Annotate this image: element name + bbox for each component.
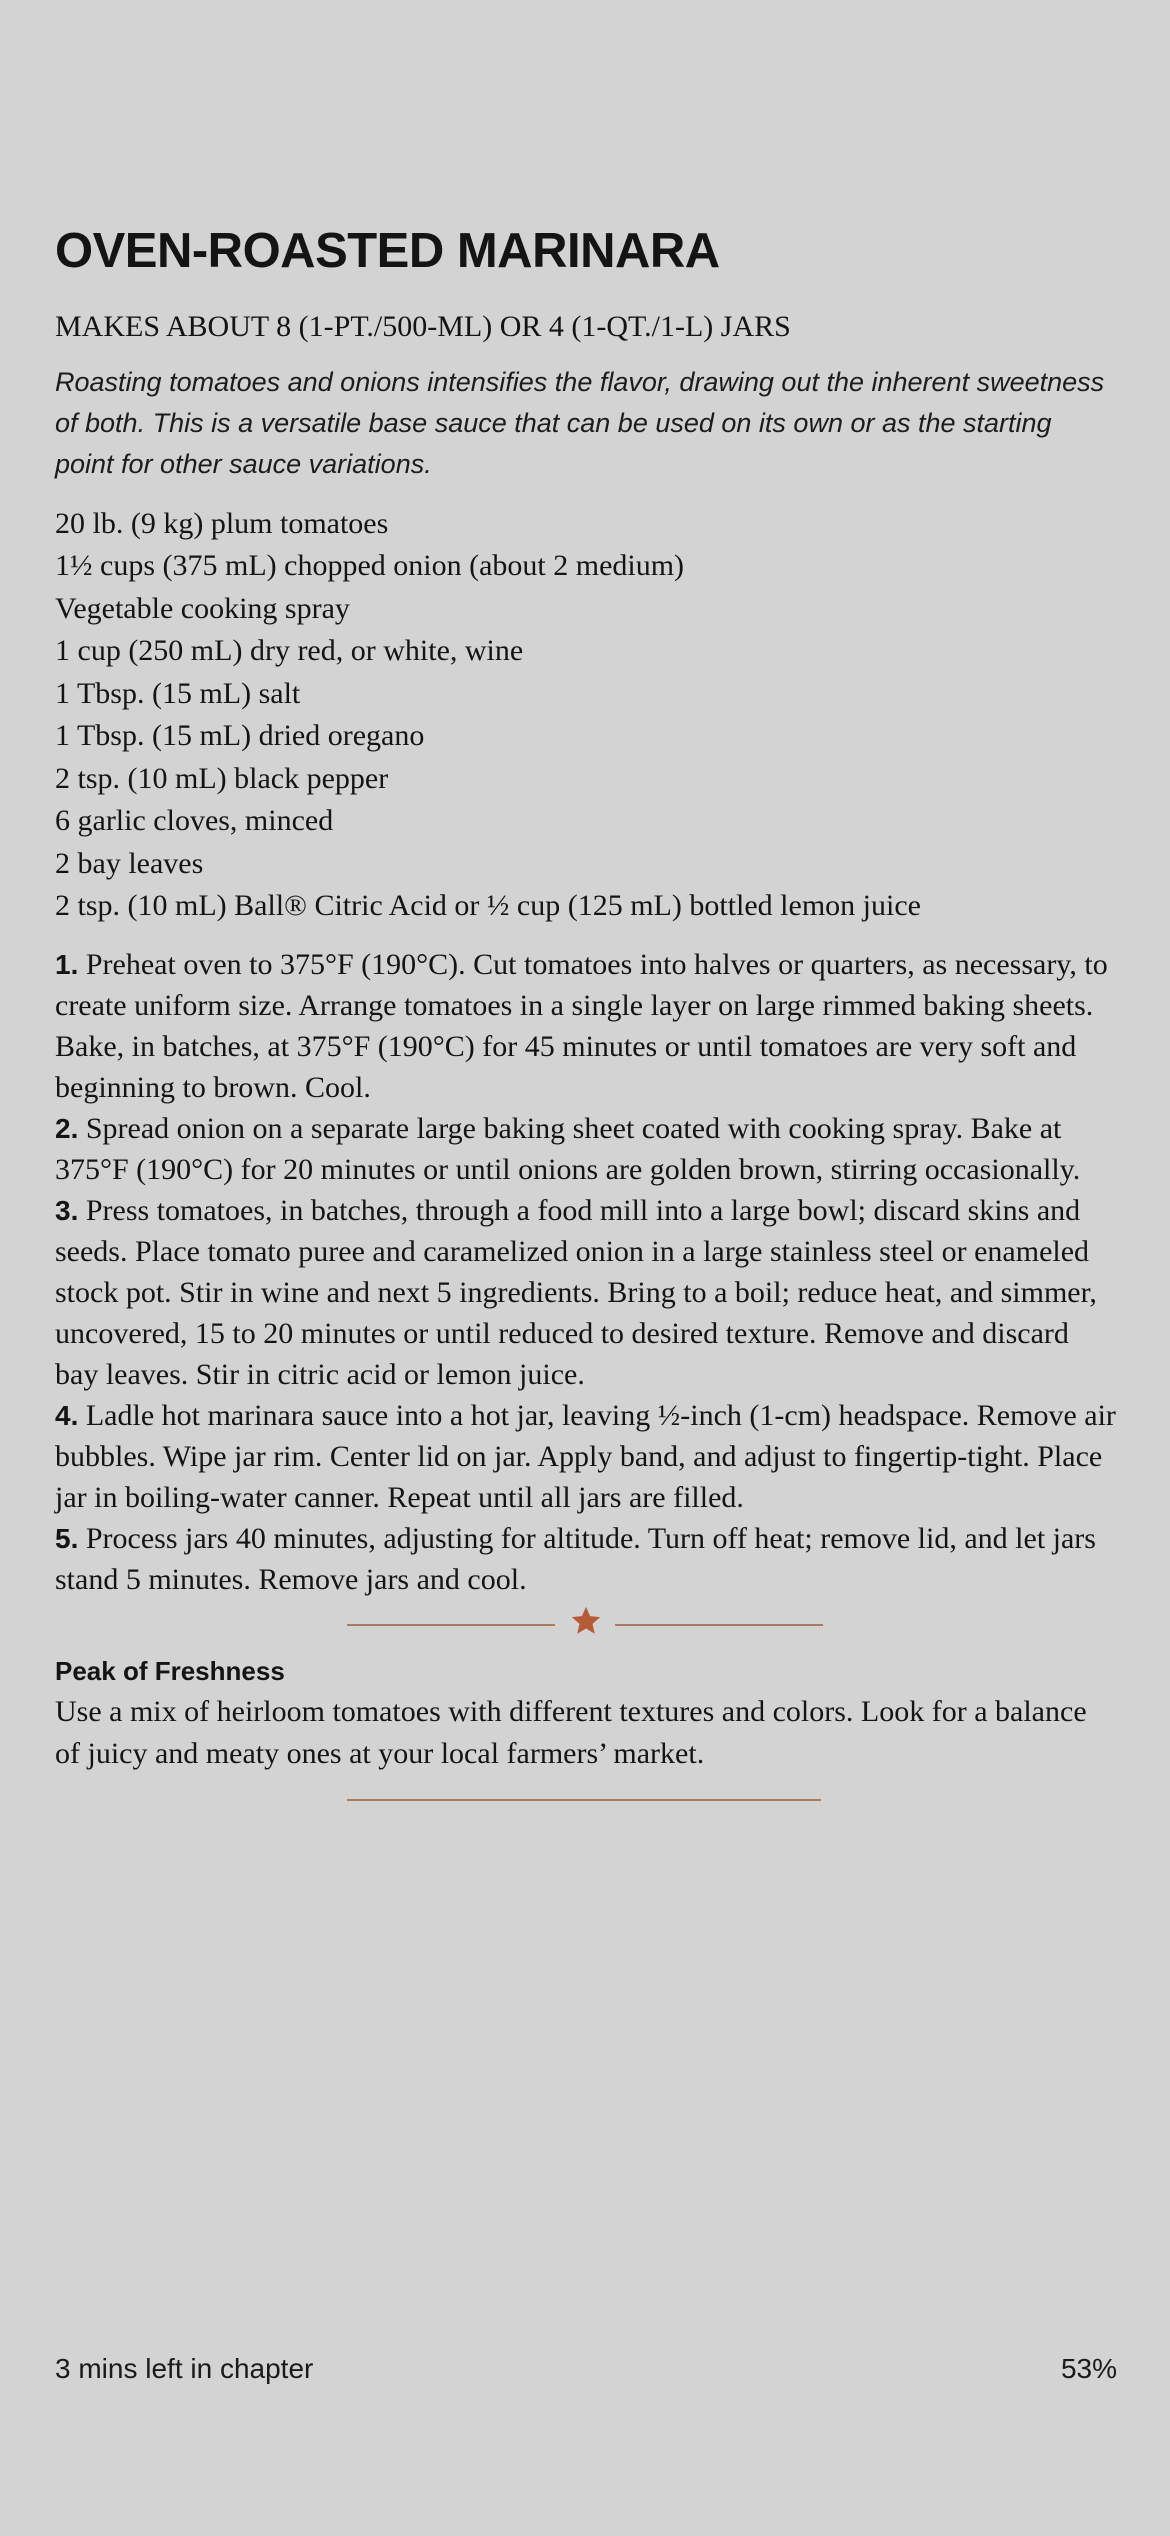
- ingredient-item: 20 lb. (9 kg) plum tomatoes: [55, 506, 389, 540]
- reader-footer: [55, 2353, 1117, 2385]
- book-page[interactable]: [55, 222, 1117, 1801]
- ingredient-item: 2 tsp. (10 mL) Ball® Citric Acid or ½ cup (125 mL) bottled lemon juice: [55, 889, 921, 923]
- step-text: Spread onion on a separate large baking sheet coated with cooking spray. Bake at 375°F (190°C) for 20 minutes or until onions are golden brown, stirring occasionally.: [55, 1111, 1081, 1186]
- ingredient-item: Vegetable cooking spray: [55, 591, 350, 625]
- step-text: Preheat oven to 375°F (190°C). Cut tomatoes into halves or quarters, as necessary, to create uniform size. Arrange tomatoes in a single layer on large rimmed baking sheets. Bake, in batches, at 375°F (190°C) for 45 minutes or until tomatoes are very soft and beginning to brown. Cool.: [55, 947, 1108, 1104]
- step-number: 4.: [55, 1399, 79, 1431]
- ingredient-item: 1 cup (250 mL) dry red, or white, wine: [55, 634, 524, 668]
- ingredient-item: 1 Tbsp. (15 mL) salt: [55, 676, 301, 710]
- method-step: [55, 1395, 1117, 1518]
- tip-body: Use a mix of heirloom tomatoes with different textures and colors. Look for a balance of juicy and meaty ones at your local farmers’ market.: [55, 1694, 1087, 1770]
- step-number: 2.: [55, 1112, 79, 1144]
- method-steps: [55, 944, 1117, 1600]
- ingredient-item: 1 Tbsp. (15 mL) dried oregano: [55, 719, 425, 753]
- step-text: Ladle hot marinara sauce into a hot jar, leaving ½-inch (1-cm) headspace. Remove air bubbles. Wipe jar rim. Center lid on jar. Apply band, and adjust to fingertip-tight. Place jar in boiling-water canner. Repeat until all jars are filled.: [55, 1398, 1116, 1514]
- ingredient-item: 6 garlic cloves, minced: [55, 804, 334, 838]
- ingredient-item: 2 tsp. (10 mL) black pepper: [55, 761, 389, 795]
- chapter-time-left: 3 mins left in chapter: [55, 2353, 314, 2384]
- star-icon: [569, 1604, 603, 1638]
- tip-title: Peak of Freshness: [55, 1655, 285, 1686]
- step-number: 1.: [55, 948, 79, 980]
- step-number: 3.: [55, 1194, 79, 1226]
- divider-rule-right: [615, 1624, 823, 1626]
- recipe-title: OVEN-ROASTED MARINARA: [55, 224, 720, 278]
- reading-progress: 53%: [1060, 2353, 1117, 2384]
- ingredient-item: 1½ cups (375 mL) chopped onion (about 2 medium): [55, 549, 685, 583]
- ingredient-list: [55, 503, 1117, 928]
- step-number: 5.: [55, 1522, 79, 1554]
- step-text: Process jars 40 minutes, adjusting for altitude. Turn off heat; remove lid, and let jars stand 5 minutes. Remove jars and cool.: [55, 1521, 1096, 1596]
- divider-rule-left: [347, 1624, 555, 1626]
- method-step: [55, 944, 1117, 1108]
- method-step: [55, 1518, 1117, 1600]
- step-text: Press tomatoes, in batches, through a food mill into a large bowl; discard skins and seeds. Place tomato puree and caramelized onion in a large stainless steel or enameled stock pot. Stir in wine and next 5 ingredients. Bring to a boil; reduce heat, and simmer, uncovered, 15 to 20 minutes or until reduced to desired texture. Remove and discard bay leaves. Stir in citric acid or lemon juice.: [55, 1193, 1097, 1391]
- method-step: [55, 1190, 1117, 1395]
- tip-box: [55, 1656, 1117, 1775]
- recipe-intro: Roasting tomatoes and onions intensifies the flavor, drawing out the inherent sweetness of both. This is a versatile base sauce that can be used on its own or as the starting point for other sauce variations.: [55, 366, 1105, 479]
- method-step: [55, 1108, 1117, 1190]
- tip-bottom-rule: [347, 1799, 821, 1801]
- ingredient-item: 2 bay leaves: [55, 846, 204, 880]
- star-divider: [347, 1608, 823, 1642]
- recipe-yield: MAKES ABOUT 8 (1-PT./500-ML) OR 4 (1-QT./1-L) JARS: [55, 309, 791, 343]
